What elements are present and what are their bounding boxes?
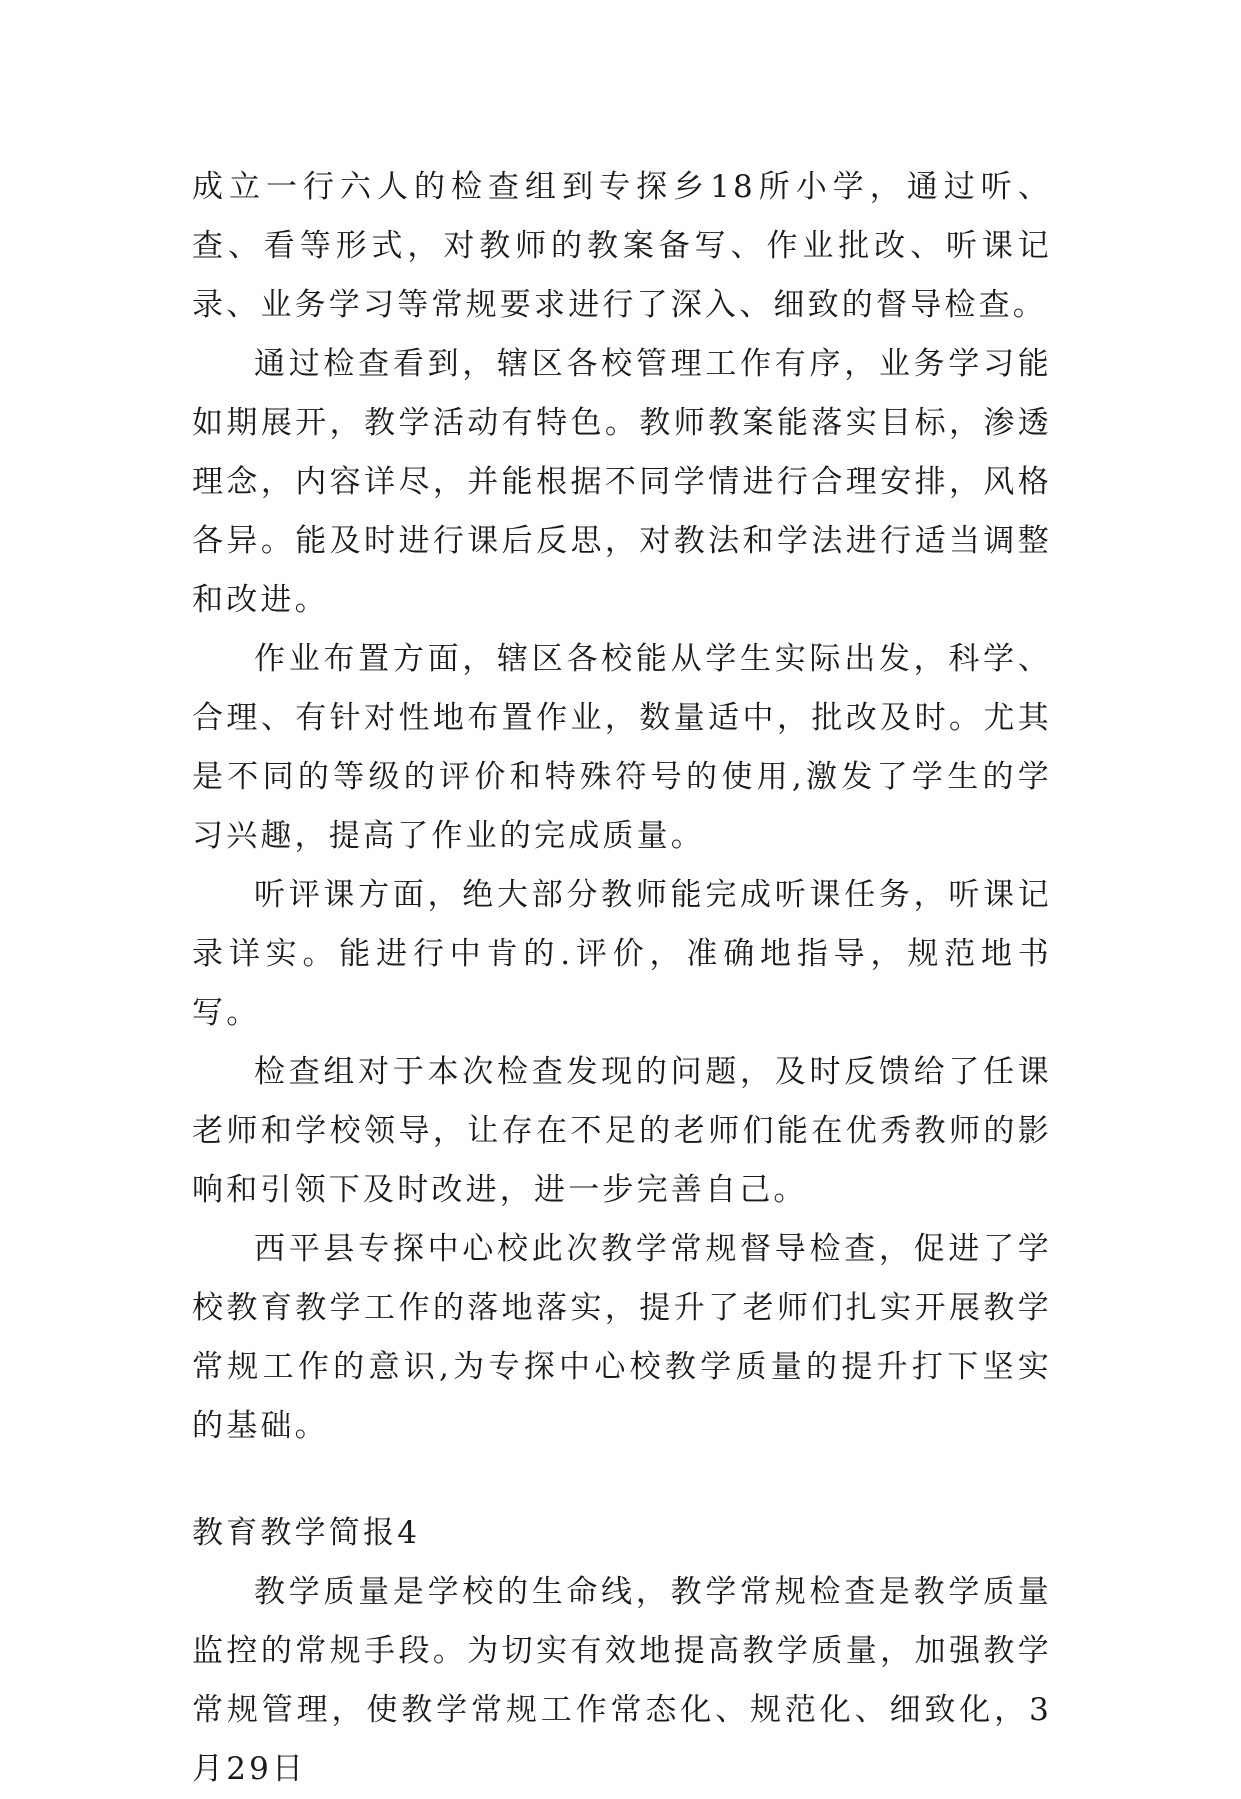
paragraph: 成立一行六人的检查组到专探乡18所小学，通过听、查、看等形式，对教师的教案备写、作业批改、听课记录、业务学习等常规要求进行了深入、细致的督导检查。 xyxy=(192,169,1052,323)
paragraph: 西平县专探中心校此次教学常规督导检查，促进了学校教育教学工作的落地落实，提升了老师们扎实开展教学常规工作的意识,为专探中心校教学质量的提升打下坚实的基础。 xyxy=(192,1231,1052,1444)
section-heading: 教育教学简报4 xyxy=(192,1515,421,1551)
document-body xyxy=(192,158,1052,1799)
paragraph: 检查组对于本次检查发现的问题，及时反馈给了任课老师和学校领导，让存在不足的老师们能在优秀教师的影响和引领下及时改进，进一步完善自己。 xyxy=(192,1054,1052,1208)
paragraph: 教学质量是学校的生命线，教学常规检查是教学质量监控的常规手段。为切实有效地提高教学质量，加强教学常规管理，使教学常规工作常态化、规范化、细致化，3月29日 xyxy=(192,1574,1052,1787)
paragraph: 通过检查看到，辖区各校管理工作有序，业务学习能如期展开，教学活动有特色。教师教案能落实目标，渗透理念，内容详尽，并能根据不同学情进行合理安排，风格各异。能及时进行课后反思，对教法和学法进行适当调整和改进。 xyxy=(192,346,1052,618)
paragraph: 听评课方面，绝大部分教师能完成听课任务，听课记录详实。能进行中肯的.评价，准确地指导，规范地书写。 xyxy=(192,877,1052,1031)
paragraph: 作业布置方面，辖区各校能从学生实际出发，科学、合理、有针对性地布置作业，数量适中，批改及时。尤其是不同的等级的评价和特殊符号的使用,激发了学生的学习兴趣，提高了作业的完成质量。 xyxy=(192,641,1052,854)
